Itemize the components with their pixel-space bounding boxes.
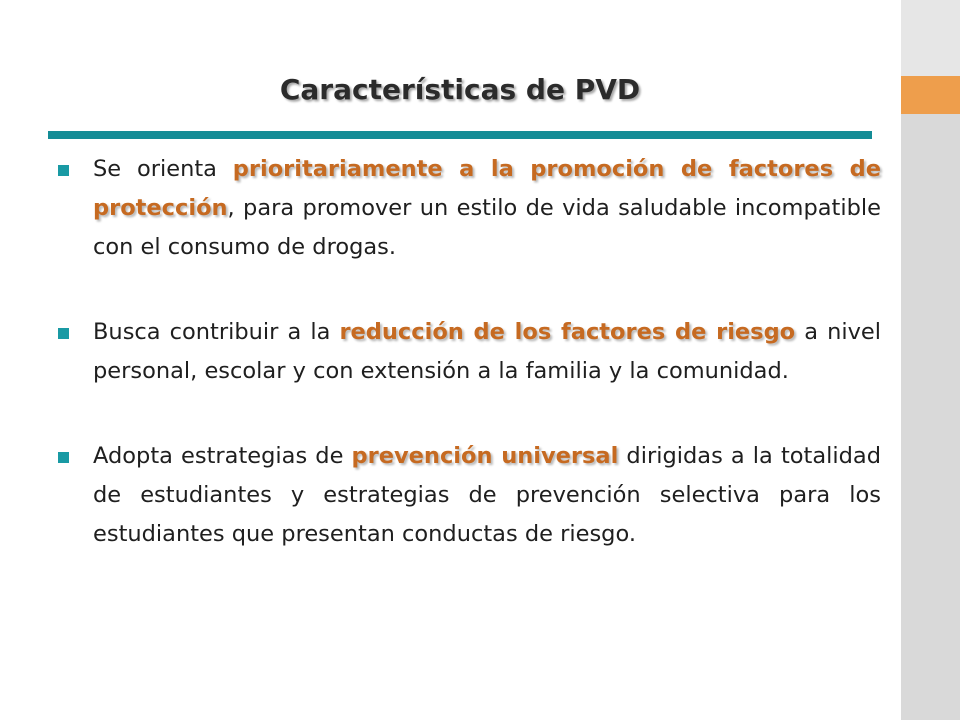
bullet-item-3 xyxy=(58,437,881,554)
square-bullet-icon xyxy=(58,452,69,463)
bullet-text-after: a nivel personal, escolar y con extensión a la familia y la comunidad. xyxy=(93,319,882,384)
bullet-item-1 xyxy=(58,150,881,267)
bullet-item-2 xyxy=(58,313,881,391)
bullet-text-before: Busca contribuir a la xyxy=(93,319,340,345)
bullet-text-before: Se orienta xyxy=(93,156,233,182)
side-panel xyxy=(901,0,960,720)
bullet-highlight: prevención universal xyxy=(351,443,619,469)
bullet-highlight: prioritariamente a la promoción de factores de protección xyxy=(93,156,881,221)
bullet-list xyxy=(58,150,881,554)
bullet-text-after: , para promover un estilo de vida saludable incompatible con el consumo de drogas. xyxy=(93,195,881,260)
bullet-highlight: reducción de los factores de riesgo xyxy=(339,319,796,345)
bullet-text-before: Adopta estrategias de xyxy=(93,443,352,469)
square-bullet-icon xyxy=(58,328,69,339)
side-panel-top-block xyxy=(901,0,960,76)
slide-title: Características de PVD xyxy=(279,73,641,106)
title-divider xyxy=(48,131,872,139)
square-bullet-icon xyxy=(58,165,69,176)
bullet-text-after: dirigidas a la totalidad de estudiantes y estrategias de prevención selectiva para los estudiantes que presentan conductas de riesgo. xyxy=(93,443,882,547)
